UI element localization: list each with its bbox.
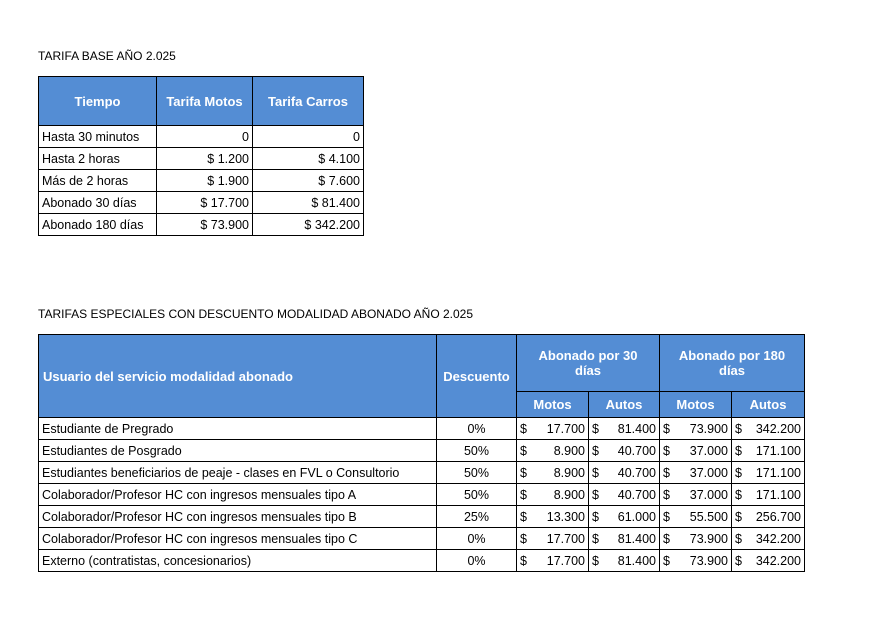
table-row — [39, 214, 364, 236]
tarifa-carros-cell: $ 342.200 — [253, 214, 364, 236]
autos-30-cell — [589, 440, 660, 462]
amount: 40.700 — [617, 443, 657, 458]
autos-180-cell — [732, 528, 805, 550]
autos-30-cell — [589, 550, 660, 572]
subheader-motos-180: Motos — [660, 392, 732, 418]
motos-30-cell — [517, 484, 589, 506]
usuario-cell: Colaborador/Profesor HC con ingresos mensuales tipo A — [39, 484, 437, 506]
amount: 256.700 — [755, 509, 802, 524]
tiempo-cell: Hasta 2 horas — [39, 148, 157, 170]
autos-180-cell — [732, 462, 805, 484]
amount: 73.900 — [689, 421, 729, 436]
table-row — [39, 192, 364, 214]
motos-180-cell — [660, 484, 732, 506]
tarifa-base-title: TARIFA BASE AÑO 2.025 — [38, 49, 176, 63]
amount: 81.400 — [617, 531, 657, 546]
amount: 17.700 — [546, 421, 585, 436]
descuento-cell: 50% — [437, 440, 517, 462]
usuario-cell: Estudiantes de Posgrado — [39, 440, 437, 462]
amount: 73.900 — [689, 553, 729, 568]
currency-symbol: $ — [663, 553, 670, 568]
currency-symbol: $ — [520, 487, 527, 502]
amount: 61.000 — [617, 509, 657, 524]
tarifa-motos-cell: $ 1.200 — [157, 148, 253, 170]
usuario-cell: Externo (contratistas, concesionarios) — [39, 550, 437, 572]
amount: 81.400 — [617, 553, 657, 568]
motos-30-cell — [517, 462, 589, 484]
currency-symbol: $ — [735, 465, 742, 480]
motos-180-cell — [660, 462, 732, 484]
autos-180-cell — [732, 484, 805, 506]
motos-30-cell — [517, 418, 589, 440]
tarifas-especiales-header-row — [39, 335, 805, 392]
currency-symbol: $ — [592, 443, 599, 458]
header-tarifa-motos: Tarifa Motos — [157, 77, 253, 126]
amount: 17.700 — [546, 553, 585, 568]
amount: 37.000 — [689, 487, 729, 502]
currency-symbol: $ — [592, 509, 599, 524]
table-row — [39, 418, 805, 440]
table-row — [39, 528, 805, 550]
currency-symbol: $ — [592, 553, 599, 568]
tarifa-motos-cell: $ 1.900 — [157, 170, 253, 192]
amount: 13.300 — [546, 509, 585, 524]
amount: 40.700 — [617, 487, 657, 502]
autos-30-cell — [589, 484, 660, 506]
tarifa-motos-cell: $ 73.900 — [157, 214, 253, 236]
amount: 40.700 — [617, 465, 657, 480]
subheader-motos-30: Motos — [517, 392, 589, 418]
tiempo-cell: Abonado 180 días — [39, 214, 157, 236]
autos-30-cell — [589, 528, 660, 550]
amount: 171.100 — [755, 443, 802, 458]
currency-symbol: $ — [663, 465, 670, 480]
descuento-cell: 0% — [437, 550, 517, 572]
header-abonado-180: Abonado por 180 días — [660, 335, 805, 392]
amount: 8.900 — [553, 465, 585, 480]
currency-symbol: $ — [663, 443, 670, 458]
currency-symbol: $ — [520, 443, 527, 458]
amount: 37.000 — [689, 443, 729, 458]
tarifa-carros-cell: $ 4.100 — [253, 148, 364, 170]
tarifa-carros-cell: $ 7.600 — [253, 170, 364, 192]
motos-180-cell — [660, 528, 732, 550]
tarifa-motos-cell: 0 — [157, 126, 253, 148]
currency-symbol: $ — [735, 531, 742, 546]
tarifa-base-table — [38, 76, 364, 236]
currency-symbol: $ — [735, 443, 742, 458]
currency-symbol: $ — [520, 509, 527, 524]
autos-30-cell — [589, 506, 660, 528]
table-row — [39, 550, 805, 572]
amount: 342.200 — [755, 553, 802, 568]
autos-180-cell — [732, 550, 805, 572]
motos-30-cell — [517, 528, 589, 550]
tarifa-motos-cell: $ 17.700 — [157, 192, 253, 214]
motos-180-cell — [660, 506, 732, 528]
usuario-cell: Colaborador/Profesor HC con ingresos mensuales tipo B — [39, 506, 437, 528]
header-descuento: Descuento — [437, 335, 517, 418]
currency-symbol: $ — [592, 465, 599, 480]
currency-symbol: $ — [735, 553, 742, 568]
amount: 342.200 — [755, 421, 802, 436]
header-tarifa-carros: Tarifa Carros — [253, 77, 364, 126]
usuario-cell: Estudiante de Pregrado — [39, 418, 437, 440]
header-tiempo: Tiempo — [39, 77, 157, 126]
tarifas-especiales-table — [38, 334, 805, 572]
motos-30-cell — [517, 550, 589, 572]
amount: 81.400 — [617, 421, 657, 436]
currency-symbol: $ — [735, 487, 742, 502]
autos-180-cell — [732, 418, 805, 440]
motos-180-cell — [660, 440, 732, 462]
descuento-cell: 0% — [437, 418, 517, 440]
descuento-cell: 0% — [437, 528, 517, 550]
table-row — [39, 462, 805, 484]
table-row — [39, 440, 805, 462]
amount: 55.500 — [689, 509, 729, 524]
autos-30-cell — [589, 462, 660, 484]
currency-symbol: $ — [592, 531, 599, 546]
currency-symbol: $ — [520, 465, 527, 480]
amount: 342.200 — [755, 531, 802, 546]
amount: 73.900 — [689, 531, 729, 546]
descuento-cell: 50% — [437, 484, 517, 506]
currency-symbol: $ — [663, 421, 670, 436]
header-usuario: Usuario del servicio modalidad abonado — [39, 335, 437, 418]
currency-symbol: $ — [592, 487, 599, 502]
tarifa-carros-cell: $ 81.400 — [253, 192, 364, 214]
descuento-cell: 50% — [437, 462, 517, 484]
table-row — [39, 126, 364, 148]
motos-180-cell — [660, 550, 732, 572]
table-row — [39, 148, 364, 170]
tiempo-cell: Hasta 30 minutos — [39, 126, 157, 148]
tiempo-cell: Abonado 30 días — [39, 192, 157, 214]
descuento-cell: 25% — [437, 506, 517, 528]
currency-symbol: $ — [663, 487, 670, 502]
table-row — [39, 506, 805, 528]
autos-180-cell — [732, 506, 805, 528]
autos-30-cell — [589, 418, 660, 440]
autos-180-cell — [732, 440, 805, 462]
amount: 8.900 — [553, 487, 585, 502]
amount: 37.000 — [689, 465, 729, 480]
table-row — [39, 484, 805, 506]
tarifa-base-header-row — [39, 77, 364, 126]
currency-symbol: $ — [520, 531, 527, 546]
currency-symbol: $ — [735, 509, 742, 524]
tarifa-carros-cell: 0 — [253, 126, 364, 148]
tiempo-cell: Más de 2 horas — [39, 170, 157, 192]
currency-symbol: $ — [520, 421, 527, 436]
table-row — [39, 170, 364, 192]
amount: 171.100 — [755, 487, 802, 502]
currency-symbol: $ — [592, 421, 599, 436]
currency-symbol: $ — [663, 509, 670, 524]
usuario-cell: Estudiantes beneficiarios de peaje - clases en FVL o Consultorio — [39, 462, 437, 484]
amount: 171.100 — [755, 465, 802, 480]
header-abonado-30: Abonado por 30 días — [517, 335, 660, 392]
amount: 8.900 — [553, 443, 585, 458]
currency-symbol: $ — [520, 553, 527, 568]
tarifas-especiales-title: TARIFAS ESPECIALES CON DESCUENTO MODALIDAD ABONADO AÑO 2.025 — [38, 307, 474, 321]
subheader-autos-30: Autos — [589, 392, 660, 418]
amount: 17.700 — [546, 531, 585, 546]
currency-symbol: $ — [663, 531, 670, 546]
currency-symbol: $ — [735, 421, 742, 436]
motos-180-cell — [660, 418, 732, 440]
motos-30-cell — [517, 506, 589, 528]
subheader-autos-180: Autos — [732, 392, 805, 418]
motos-30-cell — [517, 440, 589, 462]
usuario-cell: Colaborador/Profesor HC con ingresos mensuales tipo C — [39, 528, 437, 550]
